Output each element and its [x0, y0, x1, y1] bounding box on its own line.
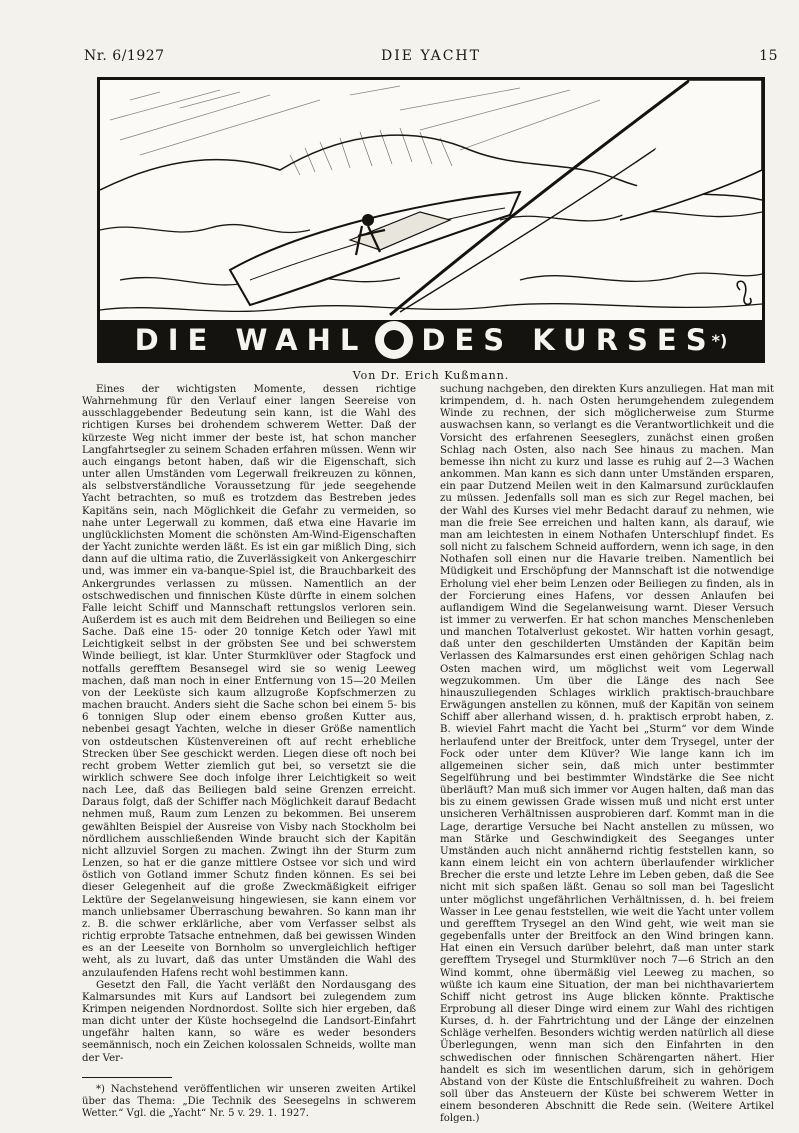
- title-part-1: DIE WAHL: [134, 323, 368, 357]
- article-column-right: [440, 384, 774, 1126]
- author-byline: Von Dr. Erich Kußmann.: [352, 369, 510, 382]
- paragraph: Gesetzt den Fall, die Yacht verläßt den Nordausgang des Kalmarsundes mit Kurs auf Landsort bei zulegendem zum Krimpen neigenden Nordnordost. Sollte sich hier ergeben, daß man dicht unter der Küste hochsegelnd die Landsort-Einfahrt ungefähr halten kann, so wäre es weder besonders seemännisch, noch ein Zeichen kolossalen Schneids, wollte man der Ver-: [82, 979, 416, 1064]
- sailing-illustration: [97, 77, 765, 363]
- paragraph: Eines der wichtigsten Momente, dessen richtige Wahrnehmung für den Verlauf einer langen Seereise von ausschlaggebender Bedeutung sein kann, ist die Wahl des richtigen Kurses bei drohendem schwerem Wetter. Daß der kürzeste Weg nicht immer der beste ist, hat schon mancher Langfahrtsegler zu seinem Schaden erfahren müssen. Wenn wir auch eingangs betont haben, daß wir die Eigenschaft, sich unter allen Umständen vom Legerwall freikreuzen zu können, als selbstverständliche Voraussetzung für jede seegehende Yacht betrachten, so muß es trotzdem das Bestreben jedes Kapitäns sein, nach Möglichkeit die Gefahr zu vermeiden, so nahe unter Legerwall zu kommen, daß etwa eine Havarie im unglücklichsten Moment die schönsten Am-Wind-Eigenschaften der Yacht zunichte werden läßt. Es ist ein gar mißlich Ding, sich dann auf die ultima ratio, die Zuverlässigkeit von Ankergeschirr und, was immer ein va-banque-Spiel ist, die Brauchbarkeit des Ankergrundes verlassen zu müssen. Namentlich an der ostschwedischen und finnischen Küste dürfte in einem solchen Falle leicht Schiff und Mannschaft rettungslos verloren sein. Außerdem ist es auch mit dem Beidrehen und Beiliegen so eine Sache. Daß eine 15- oder 20 tonnige Ketch oder Yawl mit Leichtigkeit selbst in der gröbsten See und bei schwerstem Winde beiliegt, ist klar. Unter Sturmklüver oder Stagfock und notfalls gerefftem Besansegel wird sie so wenig Leeweg machen, daß man noch in einer Entfernung von 15—20 Meilen von der Leeküste sich kaum allzugroße Kopfschmerzen zu machen braucht. Anders sieht die Sache schon bei einem 5- bis 6 tonnigen Slup oder einem ebenso großen Kutter aus, nebenbei gesagt Yachten, welche in dieser Größe namentlich von ostdeutschen Küstenvereinen oft auf recht erhebliche Strecken über See geschickt werden. Liegen diese oft noch bei recht grobem Wetter ziemlich gut bei, so versetzt sie die wirklich schwere See doch infolge ihrer Leichtigkeit so weit nach Lee, daß das Beiliegen bald seine Grenzen erreicht. Daraus folgt, daß der Schiffer nach Möglichkeit darauf Bedacht nehmen muß, Raum zum Lenzen zu bekommen. Bei unserem gewählten Beispiel der Ausreise von Visby nach Stockholm bei nördlichem ausschließenden Winde braucht sich der Kapitän nicht allzuviel Sorgen zu machen. Zwingt ihn der Sturm zum Lenzen, so hat er die ganze mittlere Ostsee vor sich und wird östlich von Gotland immer Schutz finden können. Es sei bei dieser Gelegenheit auf die große Zweckmäßigkeit eifriger Lektüre der Segelanweisung hingewiesen, sie kann einem vor manch unliebsamer Überraschung bewahren. So kann man ihr z. B. die schwer erklärliche, aber vom Verfasser selbst als richtig erprobte Tatsache entnehmen, daß bei gewissen Winden es an der Leeseite von Bornholm so unvergleichlich heftiger weht, als zu luvart, daß das unter Umständen die Wahl des anzulaufenden Hafens recht wohl bestimmen kann.: [82, 384, 416, 979]
- magazine-title: DIE YACHT: [381, 48, 481, 64]
- article-title-banner: [100, 320, 762, 360]
- compass-rose-icon: [375, 321, 413, 359]
- footnote-divider: [82, 1077, 172, 1078]
- title-part-2: DES KURSES: [421, 323, 716, 357]
- footnote: *) Nachstehend veröffentlichen wir unseren zweiten Artikel über das Thema: „Die Technik des Seesegelns in schwerem Wetter.“ Vgl. die „Yacht“ Nr. 5 v. 29. 1. 1927.: [82, 1083, 416, 1119]
- page-number: 15: [759, 48, 778, 64]
- issue-number: Nr. 6/1927: [84, 48, 165, 64]
- page-header: [84, 48, 778, 70]
- article-column-left: [82, 384, 416, 1120]
- sailing-yacht-drawing: [100, 80, 762, 320]
- paragraph: suchung nachgeben, den direkten Kurs anzuliegen. Hat man mit krimpendem, d. h. nach Osten herumgehendem zulegendem Winde zu rechnen, der sich möglicherweise zum Sturme auswachsen kann, so verlangt es die Verantwortlichkeit und die Vorsicht des erfahrenen Seeseglers, zunächst einen großen Schlag nach Osten, also nach See hinaus zu machen. Man bemesse ihn nicht zu kurz und lasse es ruhig auf 2—3 Wachen ankommen. Man kann es sich dann unter Umständen ersparen, ein paar Dutzend Meilen weit in den Kalmarsund zurücklaufen zu müssen. Jedenfalls soll man es sich zur Regel machen, bei der Wahl des Kurses viel mehr Bedacht darauf zu nehmen, wie man die freie See erreichen und halten kann, als darauf, wie man am leichtesten in einem Nothafen Unterschlupf findet. Es soll nicht zu falschem Schneid auffordern, wenn ich sage, in den Nothafen soll einen nur die Havarie treiben. Namentlich bei Müdigkeit und Erschöpfung der Mannschaft ist die notwendige Erholung viel eher beim Lenzen oder Beiliegen zu finden, als in der Forcierung eines Hafens, vor dessen Anlaufen bei auflandigem Wind die Segelanweisung warnt. Dieser Versuch ist immer zu verwerfen. Er hat schon manches Menschenleben und manchen Totalverlust gekostet. Wir hatten vorhin gesagt, daß unter den geschilderten Umständen der Kapitän beim Verlassen des Kalmarsundes erst einen gehörigen Schlag nach Osten machen wird, um möglichst weit vom Legerwall wegzukommen. Um über die Länge des nach See hinauszuliegenden Schlages wirklich praktisch-brauchbare Erwägungen anstellen zu können, muß der Kapitän von seinem Schiff aber allerhand wissen, d. h. praktisch erprobt haben, z. B. wieviel Fahrt macht die Yacht bei „Sturm“ vor dem Winde herlaufend unter der Breitfock, unter dem Trysegel, unter der Fock oder unter dem Klüver? Wie lange kann ich im allgemeinen sicher sein, daß mich unter bestimmter Segelführung und bei bestimmter Windstärke die See nicht überläuft? Man muß sich immer vor Augen halten, daß man das bis zu einem gewissen Grade wissen muß und nicht erst unter unsicheren Verhältnissen ausprobieren darf. Kommt man in die Lage, derartige Versuche bei Nacht anstellen zu müssen, wo man Stärke und Geschwindigkeit des Seeganges unter Umständen auch nicht annähernd richtig feststellen kann, so kann einem leicht ein von achtern überlaufender wirklicher Brecher die erste und letzte Lehre im Leben geben, daß die See nicht mit sich spaßen läßt. Genau so soll man bei Tageslicht unter möglichst ungefährlichen Verhältnissen, d. h. bei freiem Wasser in Lee genau feststellen, wie weit die Yacht unter vollem und gerefftem Trysegel an den Wind geht, wie weit man sie gegebenfalls unter der Breitfock an den Wind bringen kann. Hat einen ein Versuch darüber belehrt, daß man unter stark gerefftem Trysegel und Sturmklüver noch 7—6 Strich an den Wind kommt, ohne übermäßig viel Leeweg zu machen, so wüßte ich kaum eine Situation, der man bei nichthavariertem Schiff nicht getrost ins Auge blicken könnte. Praktische Erprobung all dieser Dinge wird einem zur Wahl des richtigen Kurses, d. h. der Fahrtrichtung und der Länge der einzelnen Schläge verhelfen. Besonders wichtig werden natürlich all diese Überlegungen, wenn man sich den Einfahrten in den schwedischen oder finnischen Schärengarten nähert. Hier handelt es sich im wesentlichen darum, sich in gehörigem Abstand von der Küste die Entschlußfreiheit zu wahren. Doch soll über das Ansteuern der Küste bei schwerem Wetter in einem besonderen Abschnitt die Rede sein. (Weitere Artikel folgen.): [440, 384, 774, 1125]
- title-footnote-mark: *): [711, 330, 728, 350]
